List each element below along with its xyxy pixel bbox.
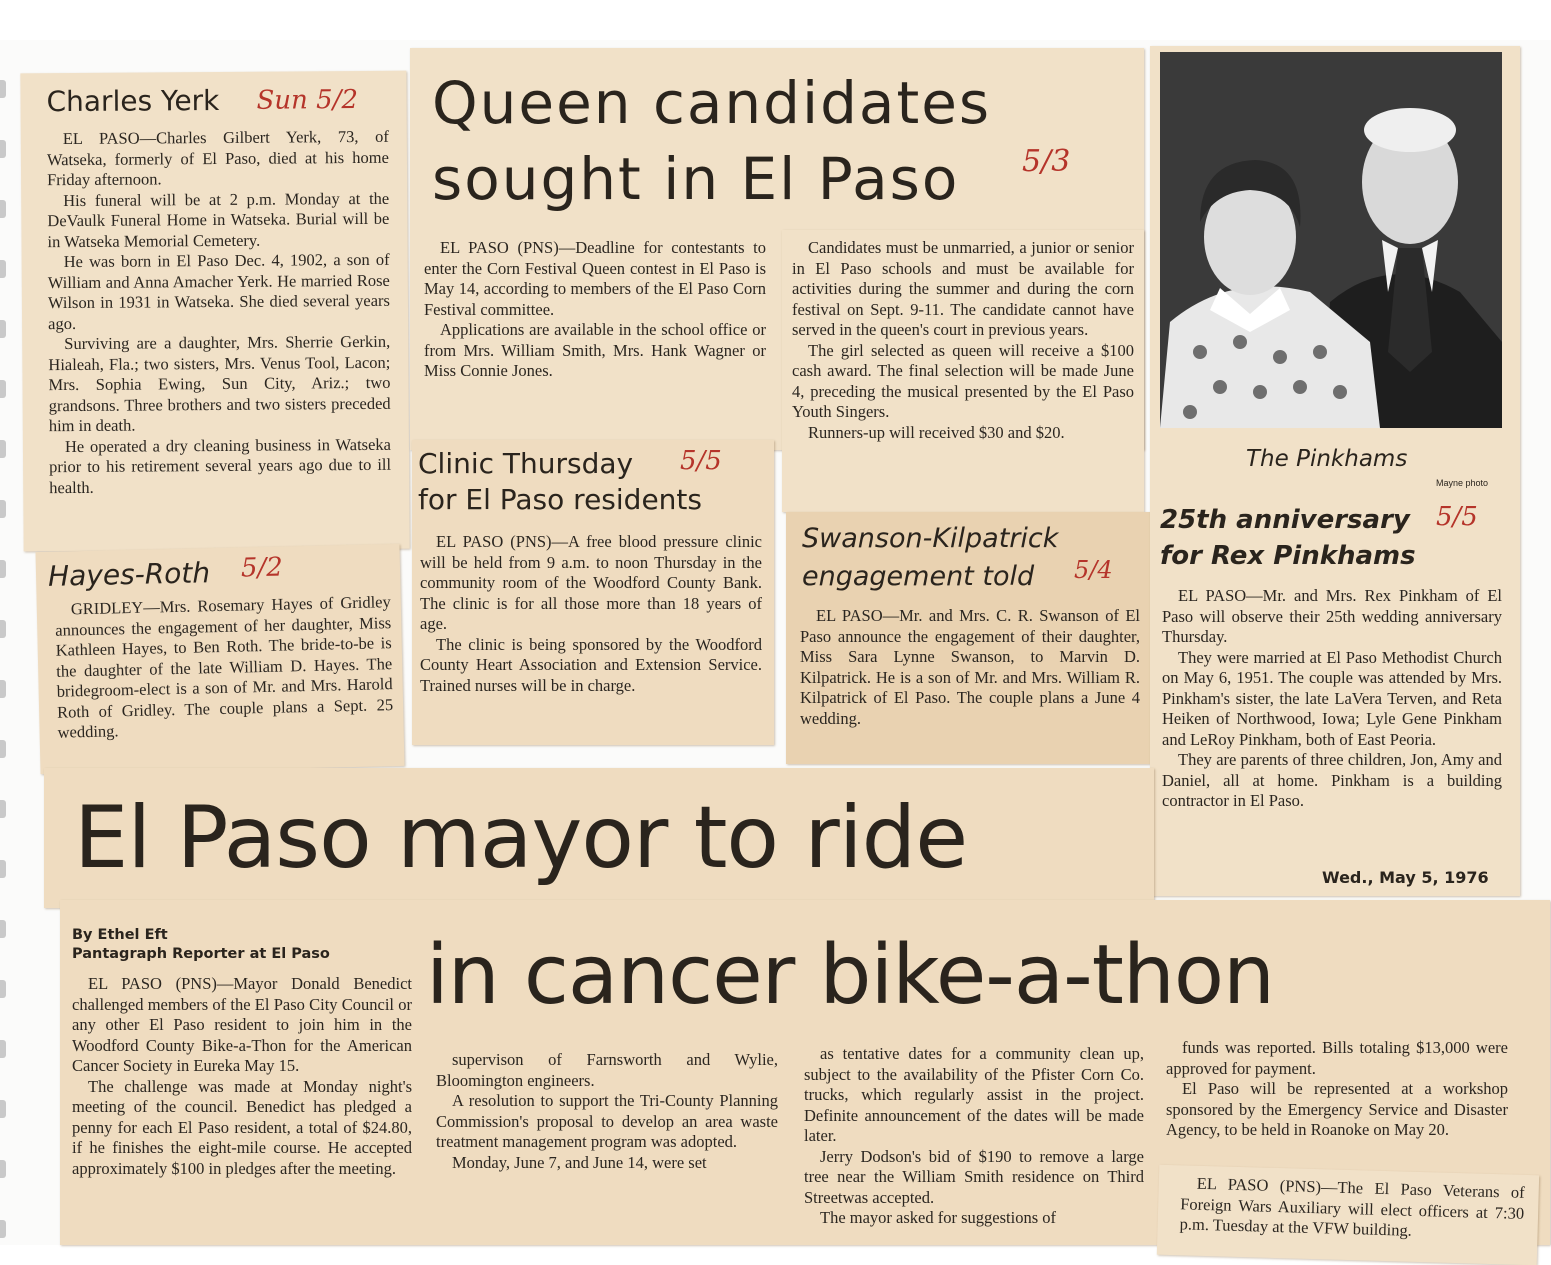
pinkham-para: They were married at El Paso Methodist Church on May 6, 1951. The couple was attended by Mrs. Pinkham's sister, the late LaVera Terven, and Reta Heiken of Northwood, Iowa; Lyle Gene Pinkham and LeRoy Pinkham, both of East Peoria. bbox=[1162, 647, 1502, 749]
queen-para: EL PASO (PNS)—Deadline for contestants to enter the Corn Festival Queen contest in El Paso is May 14, according to members of the El Paso Corn Festival committee. bbox=[424, 238, 766, 319]
hayes-roth-clipping bbox=[36, 544, 405, 774]
hayes-roth-body bbox=[55, 592, 394, 743]
swanson-headline-line1: Swanson-Kilpatrick bbox=[802, 523, 1059, 554]
queen-para: The girl selected as queen will receive a $100 cash award. The final selection will be made June 4, preceding the musical presented by the El Paso Youth Singers. bbox=[792, 340, 1134, 421]
mayor-col-3 bbox=[804, 1044, 1144, 1229]
vfw-body bbox=[1179, 1173, 1525, 1244]
yerk-para: He was born in El Paso Dec. 4, 1902, a son of William and Anna Amacher Yerk. He married Rose Wilson in 1931 in Watseka. She died several years ago. bbox=[47, 249, 390, 333]
pinkham-photo-credit: Mayne photo bbox=[1436, 478, 1489, 488]
yerk-clipping bbox=[20, 71, 409, 552]
yerk-para: EL PASO—Charles Gilbert Yerk, 73, of Watseka, formerly of El Paso, died at his home Friday afternoon. bbox=[46, 126, 389, 190]
clinic-headline-line2: for El Paso residents bbox=[418, 483, 702, 516]
mayor-para: EL PASO (PNS)—Mayor Donald Benedict challenged members of the El Paso City Council or any other El Paso resident to join him in the Woodford County Bike-a-Thon for the American Cancer Society in Eureka May 15. bbox=[72, 974, 412, 1075]
yerk-para: He operated a dry cleaning business in Watseka prior to his retirement several years ago due to ill health. bbox=[49, 434, 392, 497]
mayor-para: El Paso will be represented at a workshop sponsored by the Emergency Service and Disaster Agency, to be held in Roanoke on May 20. bbox=[1166, 1079, 1508, 1139]
pinkham-headline-line2: for Rex Pinkhams bbox=[1160, 541, 1416, 571]
clinic-para: EL PASO (PNS)—A free blood pressure clinic will be held from 9 a.m. to noon Thursday in the community room of the Woodford County Bank. The clinic is for all those more than 18 years of age. bbox=[420, 532, 762, 633]
queen-para: Applications are available in the school office or from Mrs. William Smith, Mrs. Hank Wagner or Miss Connie Jones. bbox=[424, 320, 766, 380]
hayes-roth-date-note: 5/2 bbox=[240, 552, 284, 584]
pinkham-body bbox=[1162, 586, 1502, 812]
swanson-headline-line2: engagement told bbox=[802, 561, 1035, 592]
clinic-para: The clinic is being sponsored by the Woodford County Heart Association and Extension Service. Trained nurses will be in charge. bbox=[420, 634, 762, 695]
yerk-para: Surviving are a daughter, Mrs. Sherrie Gerkin, Hialeah, Fla.; two sisters, Mrs. Venus Tool, Lacon; Mrs. Sophia Ewing, Sun City, Ariz.; two grandsons. Three brothers and two sisters preceded him in death. bbox=[48, 331, 391, 436]
pinkham-para: They are parents of three children, Jon, Amy and Daniel, all at home. Pinkham is a building contractor in El Paso. bbox=[1162, 750, 1502, 810]
mayor-col-1 bbox=[72, 974, 412, 1179]
queen-clipping-col2 bbox=[782, 230, 1144, 512]
pinkham-clipping bbox=[1150, 46, 1520, 896]
mayor-para: A resolution to support the Tri-County Planning Commission's proposal to develop an area waste treatment management program was adopted. bbox=[436, 1091, 778, 1151]
swanson-body bbox=[800, 606, 1140, 729]
queen-col-2 bbox=[792, 238, 1134, 443]
pinkham-date-note: 5/5 bbox=[1436, 502, 1478, 532]
clinic-body bbox=[420, 532, 762, 696]
mayor-para: Jerry Dodson's bid of $190 to remove a large tree near the William Smith residence on Third Streetwas accepted. bbox=[804, 1146, 1144, 1207]
pinkham-headline-line1: 25th anniversary bbox=[1160, 505, 1410, 535]
pinkham-headline bbox=[1160, 502, 1416, 574]
mayor-para: as tentative dates for a community clean up, subject to the availability of the Pfister Corn Co. trucks, which regularly assist in the project. Definite announcement of the dates will be made later. bbox=[804, 1044, 1144, 1145]
clinic-clipping bbox=[412, 440, 774, 745]
mayor-byline-name: By Ethel Eft bbox=[72, 927, 168, 943]
hayes-roth-headline: Hayes-Roth bbox=[47, 556, 211, 593]
mayor-col-4 bbox=[1166, 1038, 1508, 1141]
couple-portrait bbox=[1160, 52, 1502, 428]
swanson-clipping bbox=[786, 512, 1150, 764]
vfw-para: EL PASO (PNS)—The El Paso Veterans of Foreign Wars Auxiliary will elect officers at 7:30 p.m. Tuesday at the VFW building. bbox=[1179, 1173, 1525, 1240]
mayor-byline-title: Pantagraph Reporter at El Paso bbox=[72, 946, 330, 962]
queen-para: Runners-up will received $30 and $20. bbox=[808, 422, 1065, 442]
pinkham-para: EL PASO—Mr. and Mrs. Rex Pinkham of El Paso will observe their 25th wedding anniversary Thursday. bbox=[1162, 586, 1502, 646]
mayor-headline-clipping bbox=[44, 768, 1154, 908]
queen-para: Candidates must be unmarried, a junior or senior in El Paso schools and must be available for activities during the summer and during the corn festival on Sept. 9-11. The candidate cannot have served in the queen's court in previous years. bbox=[792, 238, 1134, 339]
yerk-para: His funeral will be at 2 p.m. Monday at the DeVaulk Funeral Home in Watseka. Burial will be in Watseka Memorial Cemetery. bbox=[47, 188, 390, 251]
clinic-date-note: 5/5 bbox=[680, 446, 722, 476]
mayor-para: The challenge was made at Monday night's meeting of the council. Benedict has pledged a penny for each El Paso resident, a total of $24.80, if he finishes the eight-mile course. He accepted approximately $100 in pledges after the meeting. bbox=[72, 1076, 412, 1178]
mayor-col-2 bbox=[436, 1050, 778, 1173]
mayor-headline-line1: El Paso mayor to ride bbox=[74, 788, 968, 888]
swanson-date-note: 5/4 bbox=[1074, 556, 1113, 584]
queen-col-1 bbox=[424, 238, 766, 382]
vfw-clipping bbox=[1157, 1165, 1539, 1265]
hayes-roth-para: GRIDLEY—Mrs. Rosemary Hayes of Gridley announces the engagement of her daughter, Miss Kathleen Hayes, to Ben Roth. The bride-to-be is the daughter of the late William D. Hayes. The bridegroom-elect is a son of Mr. and Mrs. Harold Roth of Gridley. The couple plans a Sept. 25 wedding. bbox=[55, 592, 394, 742]
page-top-margin bbox=[0, 0, 1551, 40]
mayor-byline bbox=[72, 926, 412, 964]
queen-headline-line2: sought in El Paso bbox=[432, 145, 960, 213]
queen-headline-line1: Queen candidates bbox=[432, 69, 992, 137]
yerk-body bbox=[47, 127, 392, 498]
mayor-date: Wed., May 5, 1976 bbox=[1322, 868, 1489, 887]
yerk-headline: Charles Yerk bbox=[46, 83, 220, 119]
swanson-headline bbox=[802, 520, 1058, 596]
pinkham-photo-caption: The Pinkhams bbox=[1246, 446, 1408, 472]
mayor-para: The mayor asked for suggestions of bbox=[820, 1208, 1056, 1227]
mayor-para: supervison of Farnsworth and Wylie, Bloomington engineers. bbox=[436, 1050, 778, 1090]
yerk-date-note: Sun 5/2 bbox=[256, 84, 359, 116]
pinkham-photo bbox=[1160, 52, 1502, 428]
clinic-headline-line1: Clinic Thursday bbox=[418, 447, 634, 480]
mayor-para: Monday, June 7, and June 14, were set bbox=[452, 1152, 707, 1172]
mayor-headline-line2: in cancer bike-a-thon bbox=[426, 928, 1274, 1023]
mayor-para: funds was reported. Bills totaling $13,000 were approved for payment. bbox=[1166, 1038, 1508, 1078]
queen-headline bbox=[432, 68, 991, 214]
clinic-headline bbox=[418, 446, 702, 518]
binder-holes bbox=[0, 0, 10, 1245]
swanson-para: EL PASO—Mr. and Mrs. C. R. Swanson of El Paso announce the engagement of their daughter, Miss Sara Lynne Swanson, to Marvin D. Kilpatrick. He is a son of Mr. and Mrs. William R. Kilpatrick of El Paso. The couple plans a June 4 wedding. bbox=[800, 606, 1140, 728]
queen-date-note: 5/3 bbox=[1022, 144, 1071, 179]
